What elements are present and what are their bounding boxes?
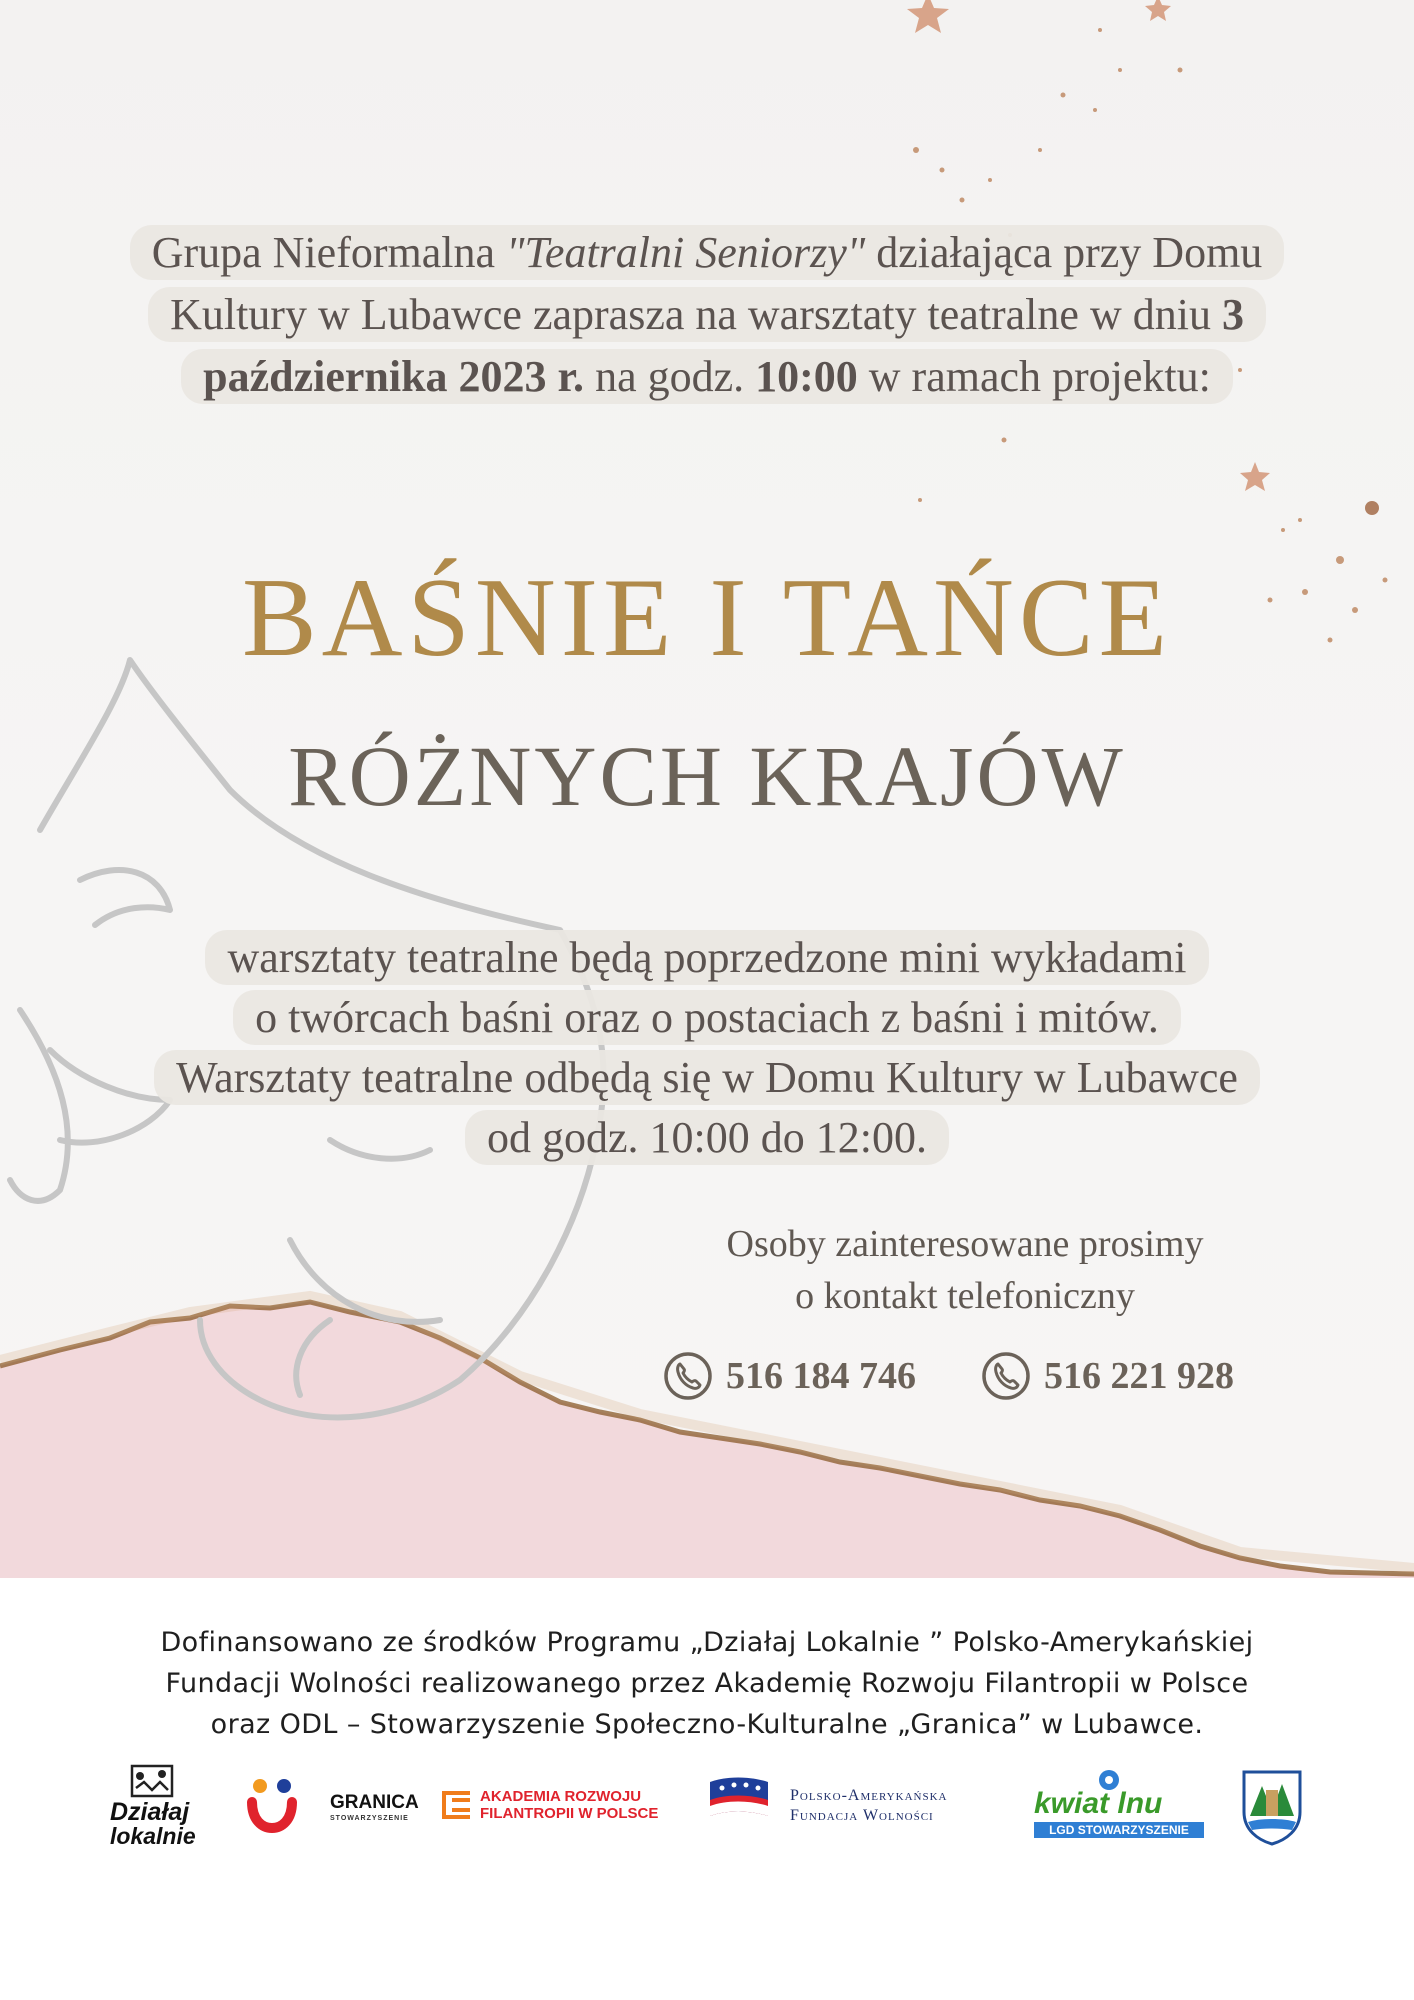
intro-part2: działająca przy Domu Kultury w Lubawce zaprasza na warsztaty teatralne w dniu [170, 228, 1263, 339]
logo-akademia-rozwoju-filantropii [440, 1786, 680, 1826]
dzialaj-line-1: Działaj [110, 1798, 190, 1826]
description-line-1: warsztaty teatralne będą poprzedzone mini wykładami [227, 933, 1187, 982]
logo-kwiat-lnu [1032, 1768, 1208, 1840]
logo-dzialaj-lokalnie [110, 1760, 200, 1852]
main-title: BAŚNIE I TAŃCE [241, 556, 1173, 680]
arfp-line-1: AKADEMIA ROZWOJU [480, 1788, 642, 1805]
phone-number-1[interactable] [662, 1346, 916, 1406]
dzialaj-lokalnie-figures-icon [110, 1760, 200, 1800]
arfp-logo-icon [440, 1790, 472, 1820]
event-time: 10:00 [755, 352, 858, 401]
phone-number-2[interactable] [980, 1346, 1234, 1406]
intro-part3: na godz. [584, 352, 756, 401]
logo-pafw-text [790, 1786, 1020, 1826]
event-date: 3 października 2023 r. [203, 290, 1244, 401]
logo-pafw-flag [706, 1776, 772, 1832]
pafw-line-1: Polsko-Amerykańska [790, 1787, 948, 1804]
kwiat-name: kwiat lnu [1034, 1787, 1163, 1820]
kwiat-sub: LGD STOWARZYSZENIE [1034, 1822, 1204, 1838]
description-line-3: Warsztaty teatralne odbędą się w Domu Kultury w Lubawce [176, 1053, 1238, 1102]
funding-line-3: oraz ODL – Stowarzyszenie Społeczno-Kulturalne „Granica” w Lubawce. [210, 1709, 1204, 1740]
phone-icon [662, 1350, 714, 1402]
description [70, 928, 1344, 1168]
granica-logo-icon [246, 1776, 302, 1836]
contact-request [640, 1218, 1290, 1322]
logo-lubawka-coat-of-arms [1240, 1766, 1304, 1846]
contact-line-2: o kontakt telefoniczny [795, 1275, 1135, 1317]
phone-number-2-text: 516 221 928 [1044, 1355, 1234, 1397]
group-name: "Teatralni Seniorzy" [506, 228, 866, 277]
description-line-4: od godz. 10:00 do 12:00. [487, 1113, 927, 1162]
sub-title: RÓŻNYCH KRAJÓW [288, 728, 1126, 824]
intro-part4: w ramach projektu: [857, 352, 1211, 401]
granica-name: GRANICA [330, 1792, 419, 1813]
phone-number-1-text: 516 184 746 [726, 1355, 916, 1397]
funding-note [90, 1622, 1324, 1745]
pafw-flag-icon [706, 1776, 772, 1832]
funding-line-1: Dofinansowano ze środków Programu „Działaj Lokalnie ” Polsko-Amerykańskiej [160, 1627, 1254, 1658]
granica-sub: STOWARZYSZENIE [330, 1815, 409, 1822]
contact-line-1: Osoby zainteresowane prosimy [726, 1223, 1204, 1265]
dzialaj-line-2: lokalnie [110, 1823, 196, 1849]
funding-line-2: Fundacji Wolności realizowanego przez Akademię Rozwoju Filantropii w Polsce [165, 1668, 1249, 1699]
arfp-line-2: FILANTROPII W POLSCE [480, 1805, 659, 1822]
pafw-line-2: Fundacja Wolności [790, 1807, 934, 1824]
description-line-2: o twórcach baśni oraz o postaciach z baśni i mitów. [255, 993, 1159, 1042]
coat-of-arms-icon [1240, 1766, 1304, 1846]
intro-text [100, 222, 1314, 408]
logo-granica [246, 1776, 419, 1836]
intro-part1: Grupa Nieformalna [151, 228, 507, 277]
phone-icon [980, 1350, 1032, 1402]
